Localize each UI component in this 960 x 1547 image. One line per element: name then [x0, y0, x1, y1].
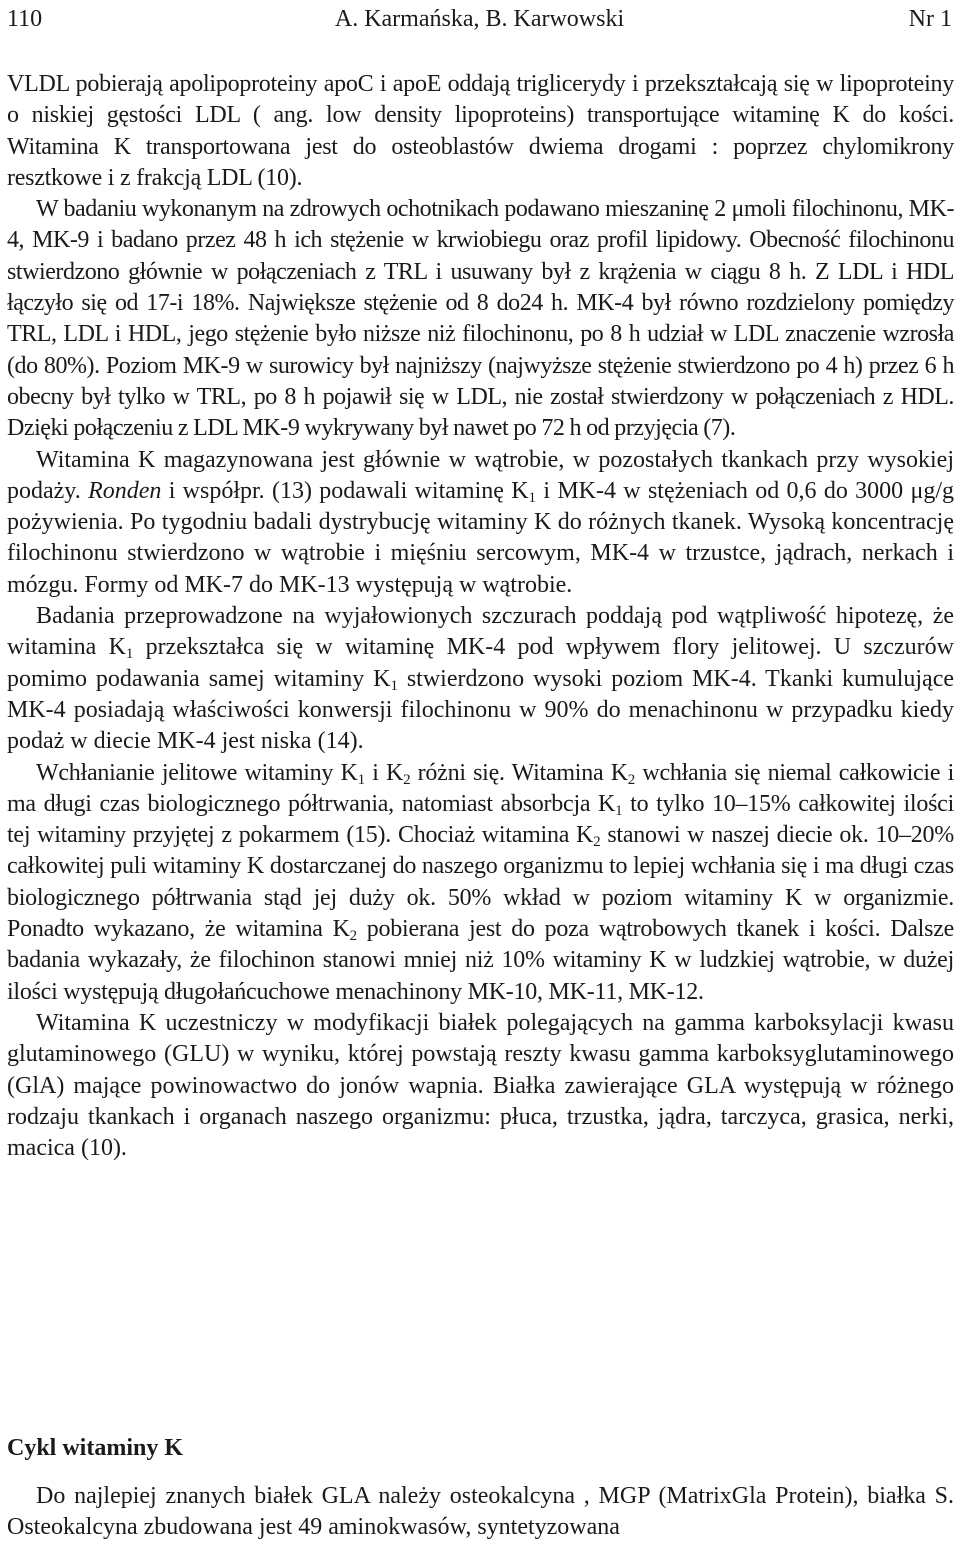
text-run: różni się. Witamina K — [410, 759, 628, 786]
text-run: stanowi w naszej diecie ok. 10–20% całkowitej puli witaminy K dostarczanej do naszego organizmu to lepiej wchłania się i ma długi czas biologicznego półtrwania stąd jej duży ok. 50% wkład w poziom witaminy K w organizmie. Ponadto wykazano, że witamina K — [7, 822, 955, 943]
text-run: przekształca się w witaminę MK-4 pod wpływem flory jelitowej. U szczurów pomimo podawania samej witaminy K — [7, 634, 955, 692]
body-text — [7, 69, 954, 1164]
text-run: stwierdzono wysoki poziom MK-4. Tkanki kumulujące MK-4 posiadają właściwości konwersji filochinonu w 90% do menachinonu w przypadku kiedy podaż w diecie MK-4 jest niska (14). — [7, 665, 954, 755]
subscript: 2 — [349, 928, 357, 945]
subscript: 1 — [528, 489, 537, 506]
paragraph: Do najlepiej znanych białek GLA należy osteokalcyna , MGP (MatrixGla Protein), białka S. Osteokalcyna zbudowana jest 49 aminokwasów, syntetyzowana — [7, 1483, 954, 1541]
author-name-italic: Ronden — [88, 477, 162, 504]
page-number: 110 — [7, 6, 43, 32]
running-header-authors: A. Karmańska, B. Karwowski — [334, 6, 625, 32]
paragraph: W badaniu wykonanym na zdrowych ochotnikach podawano mieszaninę 2 μmoli filochinonu, MK-4, MK-9 i badano przez 48 h ich stężenie w krwiobiegu oraz profil lipidowy. Obecność filochinonu stwierdzono głównie w połączeniach z TRL i usuwany był z krążenia w ciągu 8 h. Z LDL i HDL łączyło się od 17-i 18%. Największe stężenie od 8 do24 h. MK-4 był równo rozdzielony pomiędzy TRL, LDL i HDL, jego stężenie było niższe niż filochinonu, po 8 h udział w LDL znaczenie wzrosła (do 80%). Poziom MK-9 w surowicy był najniższy (najwyższe stężenie stwierdzono po 4 h) przez 6 h obecny był tylko w TRL, po 8 h pojawił się w LDL, nie został stwierdzony w połączeniach z HDL. Dzięki połączeniu z LDL MK-9 wykrywany był nawet po 72 h od przyjęcia (7). — [7, 196, 954, 442]
text-run: Witamina K magazynowana jest głównie w wątrobie, w pozostałych tkankach przy wysokiej podaży. — [7, 446, 954, 504]
subscript: 2 — [403, 771, 411, 788]
subscript: 1 — [357, 771, 365, 788]
subscript: 2 — [593, 834, 601, 851]
text-run: wchłania się niemal całkowicie i ma długi czas biologicznego półtrwania, natomiast absorbcja K — [7, 759, 954, 817]
text-run: pobierana jest do poza wątrobowych tkanek i kości. Dalsze badania wykazały, że filochinon stanowi mniej niż 10% witaminy K w ludzkiej wątrobie, w dużej ilości występują długołańcuchowe menachinony MK-10, MK-11, MK-12. — [7, 916, 954, 1005]
paragraph — [7, 758, 954, 1008]
subscript: 2 — [627, 771, 636, 788]
subscript: 1 — [390, 677, 398, 694]
paragraph — [7, 601, 954, 757]
text-run: Wchłanianie jelitowe witaminy K — [36, 759, 358, 786]
subscript: 1 — [125, 646, 134, 663]
paragraph: Witamina K uczestniczy w modyfikacji białek polegających na gamma karboksylacji kwasu glutaminowego (GLU) w wyniku, której powstają reszty kwasu gamma karboksyglutaminowego (GlA) mające powinowactwo do jonów wapnia. Białka zawierające GLA występują w różnego rodzaju tkankach i organach naszego organizmu: płuca, trzustka, jądra, tarczyca, grasica, nerki, macica (10). — [7, 1009, 954, 1162]
paragraph: VLDL pobierają apolipoproteiny apoC i apoE oddają triglicerydy i przekształcają się w lipoproteiny o niskiej gęstości LDL ( ang. low density lipoproteins) transportujące witaminę K do kości. Witamina K transportowana jest do osteoblastów dwiema drogami : poprzez chylomikrony resztkowe i z frakcją LDL (10). — [7, 71, 954, 191]
text-run: to tylko 10–15% całkowitej ilości tej witaminy przyjętej z pokarmem (15). Chociaż witamina K — [7, 790, 955, 849]
paragraph — [7, 445, 954, 601]
text-run: Badania przeprowadzone na wyjałowionych szczurach poddają pod wątpliwość hipotezę, że witamina K — [7, 603, 954, 661]
running-header — [7, 2, 952, 36]
body-text-continued — [7, 1481, 954, 1544]
text-run: i K — [364, 759, 404, 786]
subscript: 1 — [615, 802, 623, 819]
section-heading: Cykl witaminy K — [7, 1435, 184, 1461]
issue-number: Nr 1 — [908, 6, 952, 32]
text-run: i MK-4 w stężeniach od 0,6 do 3000 μg/g pożywienia. Po tygodniu badali dystrybucję witaminy K do różnych tkanek. Wysoką koncentrację filochinonu stwierdzono w wątrobie i mięśniu sercowym, MK-4 w trzustce, jądrach, nerkach i mózgu. Formy od MK-7 do MK-13 występują w wątrobie. — [7, 477, 954, 598]
text-run: i współpr. (13) podawali witaminę K — [161, 477, 529, 504]
